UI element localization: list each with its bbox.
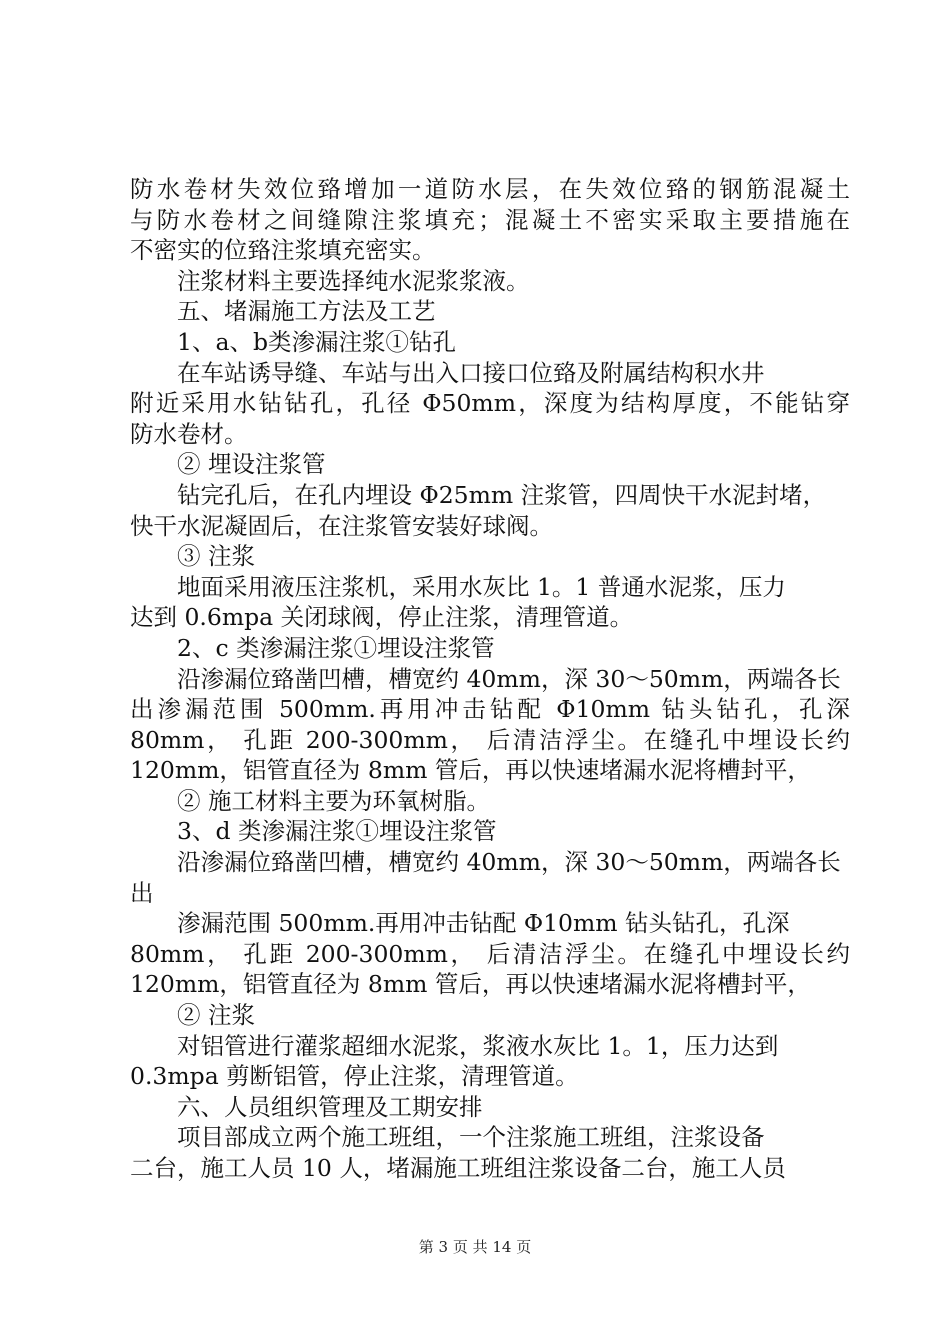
text-line: 渗漏范围 500mm.再用冲击钻配 Φ10mm 钻头钻孔，孔深 <box>177 909 790 938</box>
text-line: 与防水卷材之间缝隙注浆填充；混凝土不密实采取主要措施在 <box>130 205 850 234</box>
page-footer: 第 3 页 共 14 页 <box>418 1238 532 1256</box>
text-line: ② 施工材料主要为环氧树脂。 <box>177 786 490 815</box>
text-line: ② 埋设注浆管 <box>177 450 326 479</box>
text-line: 沿渗漏位臵凿凹槽，槽宽约 40mm，深 30～50mm，两端各长 <box>177 848 841 877</box>
text-line: 出渗漏范围 500mm.再用冲击钻配 Φ10mm 钻头钻孔，孔深 <box>130 695 850 724</box>
text-line: 项目部成立两个施工班组，一个注浆施工班组，注浆设备 <box>177 1123 765 1152</box>
text-line: 注浆材料主要选择纯水泥浆浆液。 <box>177 266 530 295</box>
text-line: 3、d 类渗漏注浆①埋设注浆管 <box>177 817 497 846</box>
text-line: 防水卷材。 <box>130 419 248 448</box>
text-line: 1、a、b类渗漏注浆①钻孔 <box>177 327 457 356</box>
text-line: 二台，施工人员 10 人，堵漏施工班组注浆设备二台，施工人员 <box>130 1154 786 1182</box>
text-line: 不密实的位臵注浆填充密实。 <box>130 236 436 265</box>
text-line: 五、堵漏施工方法及工艺 <box>177 297 436 326</box>
text-line: 六、人员组织管理及工期安排 <box>177 1092 483 1121</box>
text-line: 在车站诱导缝、车站与出入口接口位臵及附属结构积水井 <box>177 358 765 387</box>
text-line: 120mm，铝管直径为 8mm 管后，再以快速堵漏水泥将槽封平， <box>130 970 811 999</box>
text-line: 钻完孔后，在孔内埋设 Φ25mm 注浆管，四周快干水泥封堵， <box>177 480 827 509</box>
text-line: 0.3mpa 剪断铝管，停止注浆，清理管道。 <box>130 1062 579 1091</box>
text-line: 80mm， 孔距 200-300mm， 后清洁浮尘。在缝孔中埋设长约 <box>130 725 850 754</box>
text-line: 快干水泥凝固后，在注浆管安装好球阀。 <box>130 511 553 540</box>
text-line: 120mm，铝管直径为 8mm 管后，再以快速堵漏水泥将槽封平， <box>130 756 811 785</box>
text-line: 出 <box>130 878 154 907</box>
document-body <box>130 174 850 1184</box>
text-line: 防水卷材失效位臵增加一道防水层，在失效位臵的钢筋混凝土 <box>130 175 850 203</box>
text-line: 80mm， 孔距 200-300mm， 后清洁浮尘。在缝孔中埋设长约 <box>130 939 850 968</box>
text-line: 沿渗漏位臵凿凹槽，槽宽约 40mm，深 30～50mm，两端各长 <box>177 664 841 693</box>
text-line: 2、c 类渗漏注浆①埋设注浆管 <box>177 633 495 662</box>
text-line: ② 注浆 <box>177 1001 255 1030</box>
text-line: 达到 0.6mpa 关闭球阀，停止注浆，清理管道。 <box>130 603 634 632</box>
text-line: 附近采用水钻钻孔，孔径 Φ50mm，深度为结构厚度，不能钻穿 <box>130 389 850 418</box>
text-line: 对铝管进行灌浆超细水泥浆，浆液水灰比 1。1，压力达到 <box>177 1031 779 1060</box>
text-line: 地面采用液压注浆机，采用水灰比 1。1 普通水泥浆，压力 <box>177 572 786 601</box>
text-line: ③ 注浆 <box>177 542 255 571</box>
